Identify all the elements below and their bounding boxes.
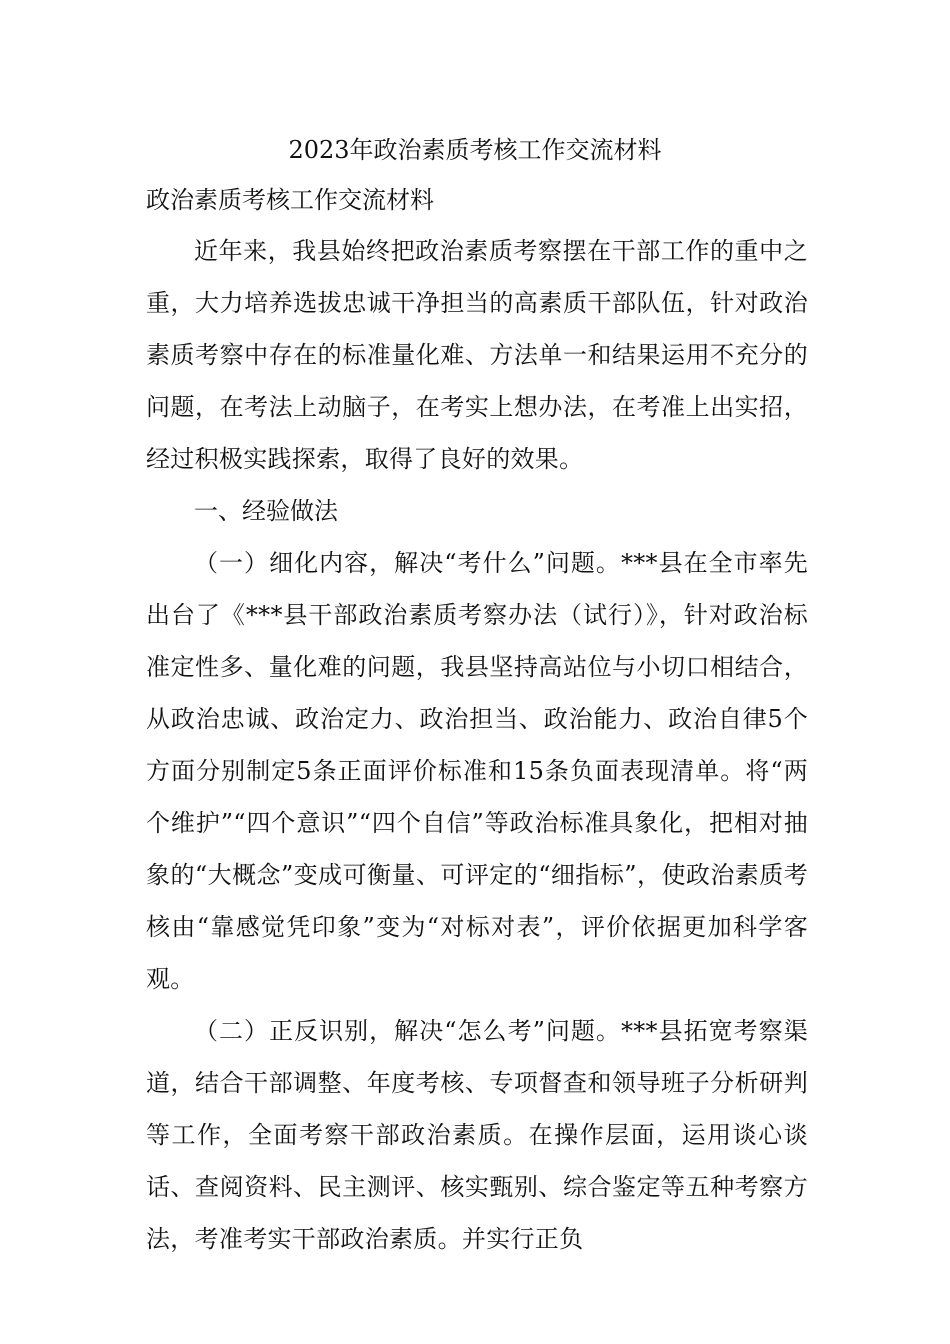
document-title: 2023年政治素质考核工作交流材料 (288, 136, 662, 164)
intro-paragraph: 近年来，我县始终把政治素质考察摆在干部工作的重中之重，大力培养选拔忠诚干净担当的高素质干部队伍，针对政治素质考察中存在的标准量化难、方法单一和结果运用不充分的问题，在考法上动脑子，在考实上想办法，在考准上出实招，经过积极实践探索，取得了良好的效果。 (146, 237, 808, 473)
section-heading-experience: 一、经验做法 (194, 497, 338, 525)
document-body (146, 225, 808, 1265)
paragraph-item-1: （一）细化内容，解决“考什么”问题。***县在全市率先出台了《***县干部政治素质考察办法（试行）》，针对政治标准定性多、量化难的问题，我县坚持高站位与小切口相结合，从政治忠诚、政治定力、政治担当、政治能力、政治自律5个方面分别制定5条正面评价标准和15条负面表现清单。将“两个维护”“四个意识”“四个自信”等政治标准具象化，把相对抽象的“大概念”变成可衡量、可评定的“细指标”，使政治素质考核由“靠感觉凭印象”变为“对标对表”，评价依据更加科学客观。 (146, 549, 808, 993)
paragraph-item-2: （二）正反识别，解决“怎么考”问题。***县拓宽考察渠道，结合干部调整、年度考核、专项督查和领导班子分析研判等工作，全面考察干部政治素质。在操作层面，运用谈心谈话、查阅资料、民主测评、核实甄别、综合鉴定等五种考察方法，考准考实干部政治素质。并实行正负 (146, 1017, 808, 1253)
document-subtitle: 政治素质考核工作交流材料 (146, 186, 434, 214)
